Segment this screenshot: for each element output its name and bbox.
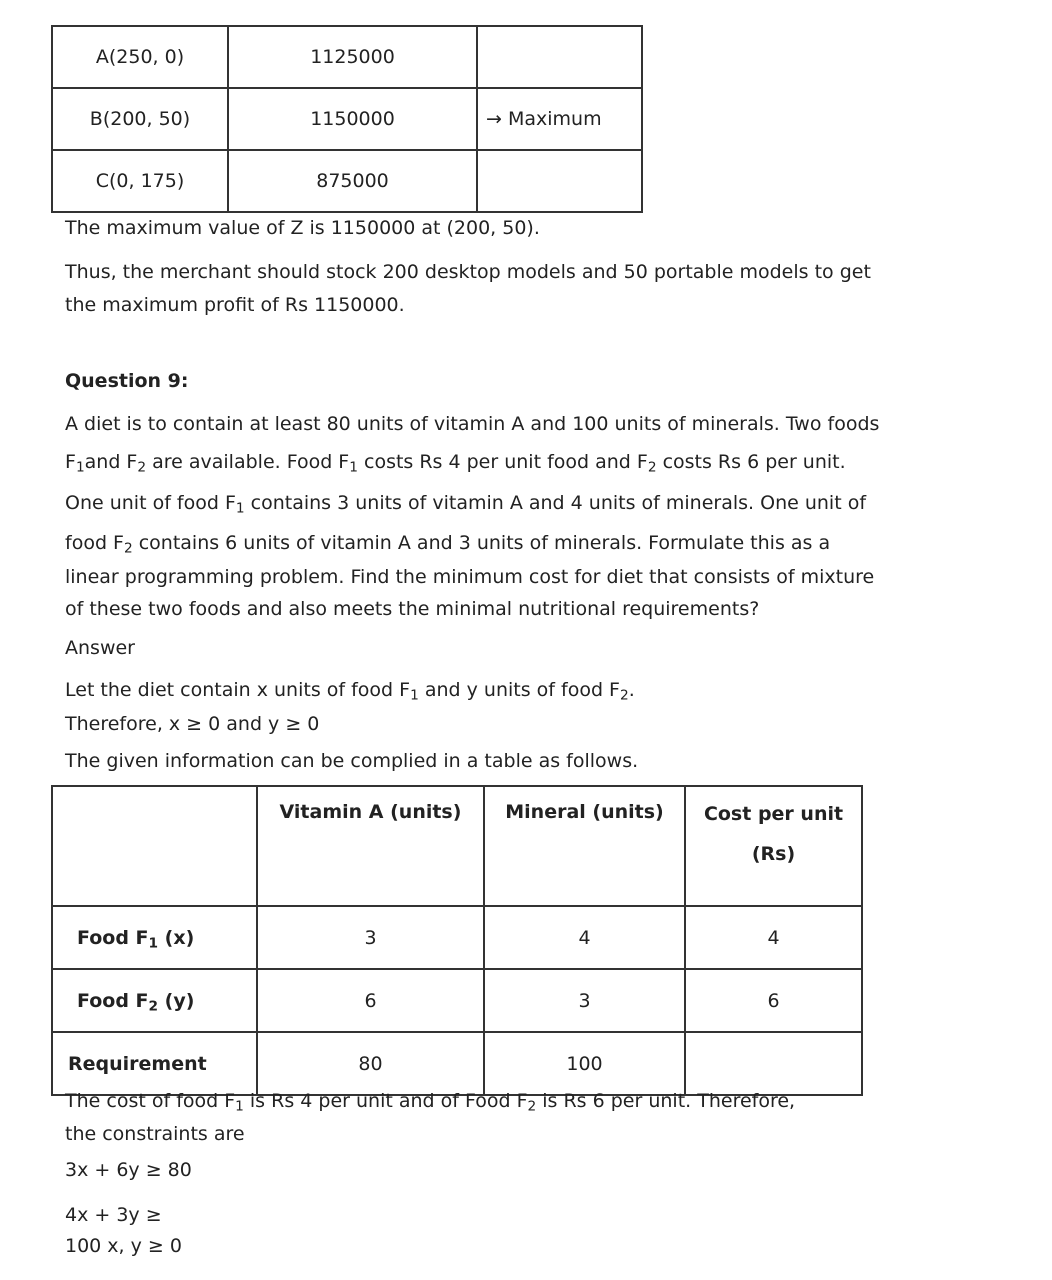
question-line-2: $F_1and$ $F_2$ are available. Food $F_1$ costs Rs 4 per unit food and $F_2$ costs Rs 6 per unit. [65, 451, 846, 476]
table-row [52, 88, 642, 150]
mineral-cell: 100 [484, 1032, 685, 1095]
header-cost: Cost per unit (Rs) [685, 786, 862, 906]
value-cell: 1125000 [228, 26, 477, 88]
value-cell: 875000 [228, 150, 477, 212]
cost-cell: 6 [685, 969, 862, 1032]
constraints-label: the constraints are [65, 1123, 245, 1145]
value-cell: 1150000 [228, 88, 477, 150]
vitamin-cell: 3 [257, 906, 484, 969]
header-mineral: Mineral (units) [484, 786, 685, 906]
header-vitamin: Vitamin A (units) [257, 786, 484, 906]
note-cell: → Maximum [477, 88, 642, 150]
cost-cell: 4 [685, 906, 862, 969]
table-row [52, 969, 862, 1032]
constraint-2: 4x + 3y ≥ [65, 1204, 162, 1226]
conclusion-line-1: Thus, the merchant should stock 200 desktop models and 50 portable models to get [65, 261, 871, 283]
question-line-6: of these two foods and also meets the minimal nutritional requirements? [65, 598, 760, 620]
mineral-cell: 4 [484, 906, 685, 969]
max-value-text: The maximum value of Z is 1150000 at (200, 50). [65, 217, 540, 239]
point-cell: A(250, 0) [52, 26, 228, 88]
non-negativity-text: Therefore, x ≥ 0 and y ≥ 0 [65, 713, 320, 735]
constraint-1: 3x + 6y ≥ 80 [65, 1159, 192, 1181]
corner-point-table [51, 25, 643, 213]
table-row [52, 1032, 862, 1095]
question-line-1: A diet is to contain at least 80 units of vitamin A and 100 units of minerals. Two foods [65, 413, 880, 435]
given-info-text: The given information can be complied in a table as follows. [65, 750, 639, 772]
let-statement: Let the diet contain x units of food $F_1$ and y units of food $F_2$. [65, 679, 635, 704]
diet-table [51, 785, 863, 1096]
note-cell [477, 150, 642, 212]
point-cell: B(200, 50) [52, 88, 228, 150]
table-header-row [52, 786, 862, 906]
conclusion-line-2: the maximum profit of Rs 1150000. [65, 294, 405, 316]
question-line-5: linear programming problem. Find the minimum cost for diet that consists of mixture [65, 566, 875, 588]
cost-cell [685, 1032, 862, 1095]
row-label-requirement: Requirement [52, 1032, 257, 1095]
constraint-3: 100 x, y ≥ 0 [65, 1235, 182, 1257]
question-line-4: food $F_2$ contains 6 units of vitamin A and 3 units of minerals. Formulate this as a [65, 532, 831, 557]
mineral-cell: 3 [484, 969, 685, 1032]
vitamin-cell: 6 [257, 969, 484, 1032]
table-row [52, 906, 862, 969]
question-title: Question 9: [65, 370, 189, 392]
row-label-food-f1: Food $F_1$ (x) [52, 906, 257, 969]
table-row [52, 26, 642, 88]
vitamin-cell: 80 [257, 1032, 484, 1095]
header-cell-empty [52, 786, 257, 906]
row-label-food-f2: Food $F_2$ (y) [52, 969, 257, 1032]
question-line-3: One unit of food $F_1$ contains 3 units of vitamin A and 4 units of minerals. One unit of [65, 492, 867, 517]
note-cell [477, 26, 642, 88]
answer-label: Answer [65, 637, 135, 659]
cost-statement: The cost of food $F_1$ is Rs 4 per unit and of Food $F_2$ is Rs 6 per unit. Therefore, [65, 1090, 796, 1115]
table-row [52, 150, 642, 212]
point-cell: C(0, 175) [52, 150, 228, 212]
